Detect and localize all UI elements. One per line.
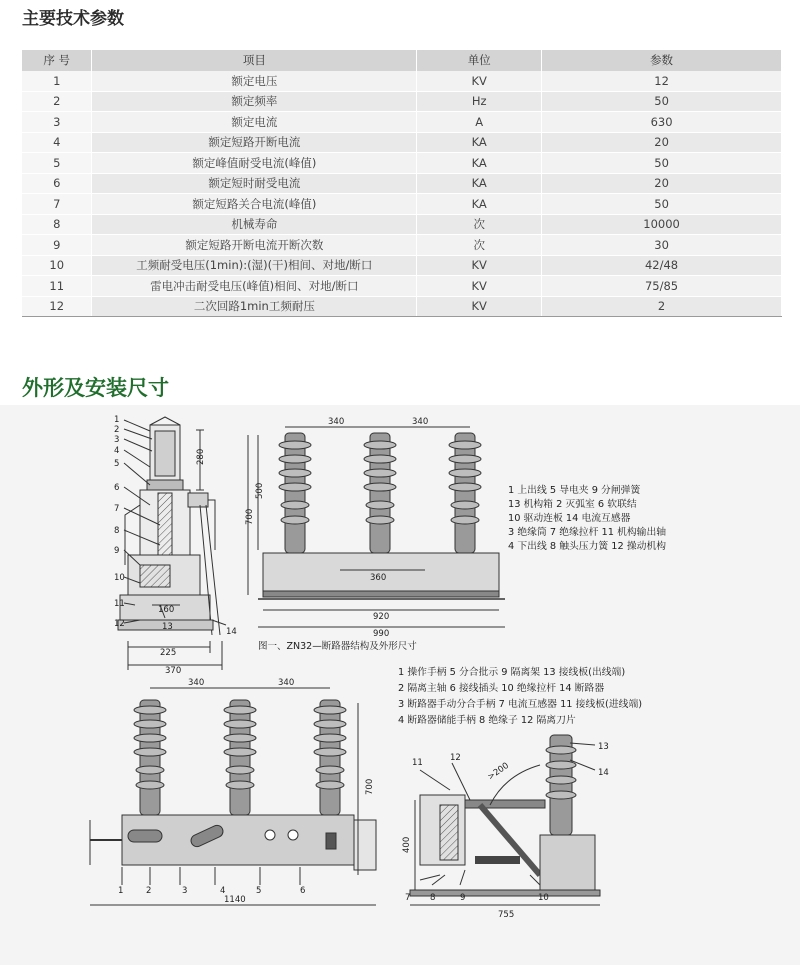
table-row bbox=[22, 214, 782, 235]
drawing-canvas bbox=[0, 405, 800, 965]
cell-unit: KV bbox=[417, 71, 542, 92]
fig2-side-label: 10 bbox=[538, 893, 549, 903]
table-row bbox=[22, 173, 782, 194]
fig1-legend-line: 4 下出线 8 触头压力簧 12 操动机构 bbox=[508, 541, 667, 552]
fig1-front-dims bbox=[245, 417, 428, 639]
fig2-side-label: 9 bbox=[460, 893, 466, 903]
table-row bbox=[22, 71, 782, 92]
cell-value: 10000 bbox=[542, 214, 782, 235]
fig1-side-label: 4 bbox=[114, 446, 120, 456]
fig2-front-label: 2 bbox=[146, 886, 152, 896]
cell-value: 20 bbox=[542, 173, 782, 194]
fig1-front-view bbox=[248, 427, 505, 627]
fig1-front-dim: 360 bbox=[370, 573, 387, 583]
fig2-side-view bbox=[410, 735, 600, 905]
fig1-side-label: 10 bbox=[114, 573, 125, 583]
fig2-legend-line: 2 隔离主轴 6 接线插头 10 绝缘拉杆 14 断路器 bbox=[398, 683, 605, 694]
table-header-row bbox=[22, 50, 782, 71]
fig2-legend-line: 4 断路器储能手柄 8 绝缘子 12 隔离刀片 bbox=[398, 715, 576, 726]
cell-index: 5 bbox=[22, 153, 92, 174]
fig2-side-label: 12 bbox=[450, 753, 461, 763]
cell-index: 11 bbox=[22, 276, 92, 297]
fig1-legend-line: 3 绝缘筒 7 绝缘拉杆 11 机构输出轴 bbox=[508, 527, 667, 538]
fig2-side-dim: >200 bbox=[485, 760, 511, 783]
cell-value: 2 bbox=[542, 296, 782, 317]
fig2-side-label: 7 bbox=[405, 893, 411, 903]
fig1-side-label: 2 bbox=[114, 425, 120, 435]
cell-index: 2 bbox=[22, 91, 92, 112]
cell-value: 42/48 bbox=[542, 255, 782, 276]
cell-index: 4 bbox=[22, 132, 92, 153]
fig1-side-label: 11 bbox=[114, 599, 125, 609]
header-index: 序 号 bbox=[22, 50, 92, 71]
fig1-front-dim: 700 bbox=[245, 508, 255, 525]
fig1-legend-line: 1 上出线 5 导电夹 9 分闸弹簧 bbox=[508, 485, 641, 496]
fig1-front-dim: 340 bbox=[412, 417, 429, 427]
fig2-front-label: 3 bbox=[182, 886, 188, 896]
table-row bbox=[22, 91, 782, 112]
cell-value: 20 bbox=[542, 132, 782, 153]
fig2-side-label: 8 bbox=[430, 893, 436, 903]
fig2-legend bbox=[398, 665, 642, 726]
fig2-side-dim: 400 bbox=[402, 836, 412, 853]
table-bottom-rule bbox=[22, 316, 782, 317]
fig2-front-dim: 1140 bbox=[224, 895, 246, 905]
cell-item: 额定频率 bbox=[92, 91, 417, 112]
fig2-front-label: 1 bbox=[118, 886, 124, 896]
fig1-side-dim: 160 bbox=[158, 605, 175, 615]
cell-item: 额定峰值耐受电流(峰值) bbox=[92, 153, 417, 174]
fig1-side-label: 6 bbox=[114, 483, 120, 493]
cell-item: 额定短路关合电流(峰值) bbox=[92, 194, 417, 215]
cell-value: 12 bbox=[542, 71, 782, 92]
fig2-front-label: 6 bbox=[300, 886, 306, 896]
fig2-side-label: 14 bbox=[598, 768, 609, 778]
cell-item: 机械寿命 bbox=[92, 214, 417, 235]
cell-unit: KV bbox=[417, 255, 542, 276]
cell-index: 3 bbox=[22, 112, 92, 133]
fig2-front-view bbox=[90, 688, 376, 905]
cell-unit: KV bbox=[417, 296, 542, 317]
fig2-legend-line: 3 断路器手动分合手柄 7 电流互感器 11 接线板(进线端) bbox=[398, 699, 643, 710]
cell-unit: Hz bbox=[417, 91, 542, 112]
cell-index: 1 bbox=[22, 71, 92, 92]
cell-index: 9 bbox=[22, 235, 92, 256]
fig1-legend-line: 10 驱动连板 14 电流互感器 bbox=[508, 513, 631, 524]
cell-index: 7 bbox=[22, 194, 92, 215]
cell-value: 50 bbox=[542, 91, 782, 112]
cell-item: 额定短路开断电流 bbox=[92, 132, 417, 153]
table-row bbox=[22, 153, 782, 174]
fig1-side-view bbox=[118, 417, 226, 670]
cell-unit: 次 bbox=[417, 235, 542, 256]
cell-unit: KV bbox=[417, 276, 542, 297]
cell-item: 二次回路1min工频耐压 bbox=[92, 296, 417, 317]
header-value: 参数 bbox=[542, 50, 782, 71]
section-title-specs: 主要技术参数 bbox=[22, 9, 124, 29]
header-unit: 单位 bbox=[417, 50, 542, 71]
cell-item: 额定短路开断电流开断次数 bbox=[92, 235, 417, 256]
section-title-dimensions: 外形及安装尺寸 bbox=[22, 376, 169, 400]
cell-value: 75/85 bbox=[542, 276, 782, 297]
table-row bbox=[22, 235, 782, 256]
fig1-legend-line: 13 机构箱 2 灭弧室 6 软联结 bbox=[508, 499, 637, 510]
specs-table bbox=[22, 50, 782, 317]
cell-item: 额定电压 bbox=[92, 71, 417, 92]
table-row bbox=[22, 296, 782, 317]
fig2-side-label: 11 bbox=[412, 758, 423, 768]
cell-index: 12 bbox=[22, 296, 92, 317]
fig1-front-dim: 500 bbox=[255, 482, 265, 499]
cell-index: 6 bbox=[22, 173, 92, 194]
cell-unit: KA bbox=[417, 173, 542, 194]
dimension-diagrams bbox=[0, 405, 800, 965]
cell-value: 50 bbox=[542, 153, 782, 174]
fig2-front-dim: 340 bbox=[188, 678, 205, 688]
fig2-front-dim: 700 bbox=[365, 778, 375, 795]
cell-unit: A bbox=[417, 112, 542, 133]
fig1-legend bbox=[508, 483, 666, 552]
fig2-front-dim: 340 bbox=[278, 678, 295, 688]
cell-unit: KA bbox=[417, 153, 542, 174]
fig2-legend-line: 1 操作手柄 5 分合批示 9 隔离架 13 接线板(出线端) bbox=[398, 667, 626, 678]
fig1-side-dim: 225 bbox=[160, 648, 177, 658]
fig1-caption: 图一、ZN32—断路器结构及外形尺寸 bbox=[258, 641, 417, 652]
table-row bbox=[22, 255, 782, 276]
table-row bbox=[22, 132, 782, 153]
fig1-side-label: 3 bbox=[114, 435, 120, 445]
cell-unit: 次 bbox=[417, 214, 542, 235]
table-row bbox=[22, 276, 782, 297]
fig1-front-dim: 340 bbox=[328, 417, 345, 427]
cell-item: 雷电冲击耐受电压(峰值)相间、对地/断口 bbox=[92, 276, 417, 297]
cell-index: 10 bbox=[22, 255, 92, 276]
header-item: 项目 bbox=[92, 50, 417, 71]
cell-index: 8 bbox=[22, 214, 92, 235]
fig1-side-label: 5 bbox=[114, 459, 120, 469]
fig1-side-label: 1 bbox=[114, 415, 120, 425]
fig1-side-label: 14 bbox=[226, 627, 237, 637]
cell-item: 工频耐受电压(1min):(湿)(干)相间、对地/断口 bbox=[92, 255, 417, 276]
fig1-side-dim: 370 bbox=[165, 666, 182, 676]
fig2-front-label: 5 bbox=[256, 886, 262, 896]
cell-value: 50 bbox=[542, 194, 782, 215]
fig2-front-label: 4 bbox=[220, 886, 226, 896]
table-row bbox=[22, 112, 782, 133]
fig1-side-label: 9 bbox=[114, 546, 120, 556]
table-row bbox=[22, 194, 782, 215]
fig1-front-dim: 990 bbox=[373, 629, 390, 639]
cell-item: 额定电流 bbox=[92, 112, 417, 133]
cell-item: 额定短时耐受电流 bbox=[92, 173, 417, 194]
fig1-side-dim: 280 bbox=[196, 448, 206, 465]
fig1-side-label: 8 bbox=[114, 526, 120, 536]
cell-value: 30 bbox=[542, 235, 782, 256]
fig1-side-label: 12 bbox=[114, 619, 125, 629]
cell-unit: KA bbox=[417, 132, 542, 153]
fig1-side-label: 13 bbox=[162, 622, 173, 632]
fig2-side-label: 13 bbox=[598, 742, 609, 752]
fig1-side-label: 7 bbox=[114, 504, 120, 514]
fig2-side-dim: 755 bbox=[498, 910, 515, 920]
cell-unit: KA bbox=[417, 194, 542, 215]
cell-value: 630 bbox=[542, 112, 782, 133]
fig1-front-dim: 920 bbox=[373, 612, 390, 622]
